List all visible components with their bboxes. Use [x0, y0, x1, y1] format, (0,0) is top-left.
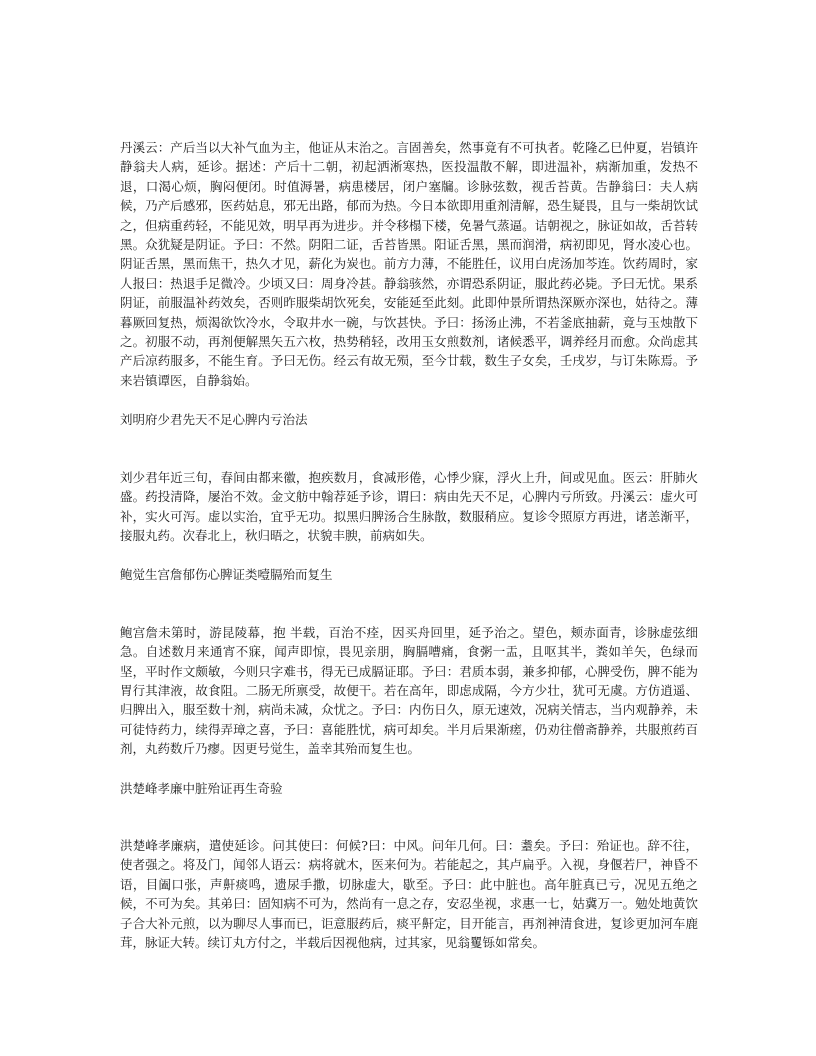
paragraph-danxi: 丹溪云：产后当以大补气血为主，他证从末治之。言固善矣，然事竟有不可执者。乾隆乙巳仲夏，岩镇许静翁夫人病，延诊。据述：产后十二朝，初起洒淅寒热，医投温散不解，即进温补，病渐加重，发热不退，口渴心烦，胸闷便闭。时值溽暑，病患楼居，闭户塞牖。诊脉弦数，视舌苔黄。告静翁曰：夫人病候，乃产后感邪，医药姑息，邪无出路，郁而为热。今日本欲即用重剂清解，恐生疑畏，且与一柴胡饮试之，但病重药轻，不能见效，明早再为进步。并令移榻下楼，免暑气蒸逼。诘朝视之，脉证如故，舌苔转黑。众犹疑是阴证。予曰：不然。阴阳二证，舌苔皆黑。阳证舌黑，黑而润滑，病初即见，肾水凌心也。阴证舌黑，黑而焦干，热久才见，薪化为炭也。前方力薄，不能胜任，议用白虎汤加芩连。饮药周时，家人报曰：热退手足微冷。少顷又曰：周身冷甚。静翁骇然，亦谓恐系阴证，服此药必毙。予曰无忧。果系阴证，前服温补药效矣，否则昨服柴胡饮死矣，安能延至此刻。此即仲景所谓热深厥亦深也，姑待之。薄暮厥回复热，烦渴欲饮冷水，令取井水一碗，与饮甚快。予曰：扬汤止沸，不若釜底抽薪，竟与玉烛散下之。初服不动，再剂便解黑矢五六枚，热势稍轻，改用玉女煎数剂，诸候悉平，调养经月而愈。众尚虑其产后凉药服多，不能生育。予曰无伤。经云有故无殒，至今廿载，数生子女矣，壬戌岁，与订朱陈焉。予来岩镇谭医，自静翁始。 [120, 140, 698, 388]
section-title-bao: 鲍觉生宫詹郁伤心脾证类噎膈殆而复生 [120, 567, 333, 583]
paragraph-bao: 鲍宫詹未第时，游昆陵幕，抱 半载，百治不痊，因买舟回里，延予治之。望色，颊赤面青，诊脉虚弦细急。自述数月来通宵不寐，闻声即惊，畏见亲朋，胸膈嘈痛，食粥一盂，且呕其半，粪如羊矢，色绿而坚，平时作文颇敏，今则只字难书，得无已成膈证耶。予曰：君质本弱，兼多抑郁，心脾受伤，脾不能为胃行其津液，故食阻。二肠无所禀受，故便干。若在高年，即虑成隔，今方少壮，犹可无虞。方仿逍遥、归脾出入，服至数十剂，病尚未减，众忧之。予曰：内伤日久，原无速效，况病关情志，当内观静养，未可徒恃药力，续得弄璋之喜，予曰：喜能胜忧，病可却矣。半月后果渐瘥，仍劝往僧斋静养，共服煎药百剂，丸药数斤乃瘳。因更号觉生，盖幸其殆而复生也。 [120, 624, 698, 757]
paragraph-hong: 洪楚峰孝廉病，遣使延诊。问其使曰：何候?曰：中风。问年几何。曰：耋矣。予曰：殆证也。辞不往，使者强之。将及门，闻邻人语云：病将就木，医来何为。若能起之，其卢扁乎。入视，身偃若尸，神昏不语，目阖口张，声鼾痰鸣，遗尿手撒，切脉虚大，歇至。予曰：此中脏也。高年脏真已亏，况见五绝之候，不可为矣。其弟曰：固知病不可为，然尚有一息之存，安忍坐视，求惠一七，姑冀万一。勉处地黄饮子合大补元煎，以为聊尽人事而已，讵意服药后，痰平鼾定，目开能言，再剂神清食进，复诊更加河车鹿茸，脉证大转。续订丸方付之，半载后因视他病，过其家，见翁矍铄如常矣。 [120, 837, 698, 950]
section-title-hong: 洪楚峰孝廉中脏殆证再生奇验 [120, 780, 283, 796]
paragraph-liu: 刘少君年近三旬，春间由都来徽，抱疾数月，食减形倦，心悸少寐，浮火上升，间或见血。医云：肝肺火盛。药投清降，屡治不效。金文舫中翰荐延予诊，谓曰：病由先天不足，心脾内亏所致。丹溪云：虚火可补，实火可泻。虚以实治，宜乎无功。拟黑归脾汤合生脉散，数服稍应。复诊令照原方再进，诸恙渐平，接服丸药。次春北上，秋归晤之，状貌丰腴，前病如失。 [120, 469, 698, 543]
section-title-liu: 刘明府少君先天不足心脾内亏治法 [120, 412, 308, 428]
document-body [120, 138, 698, 952]
